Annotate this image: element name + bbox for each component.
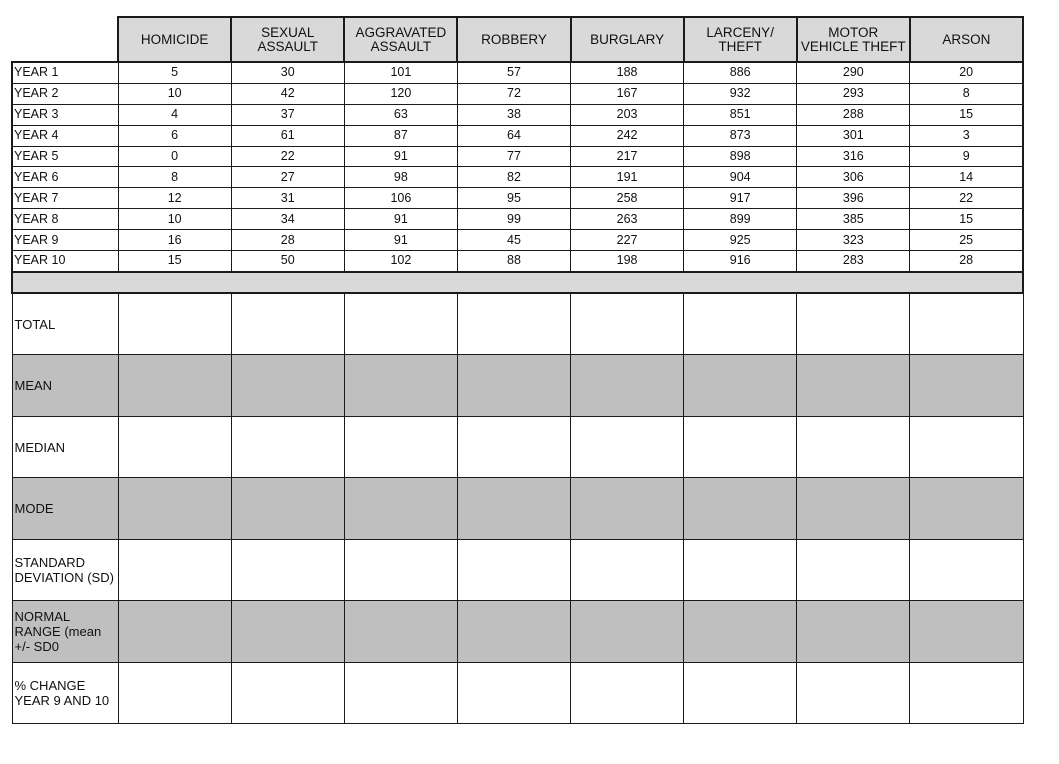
table-row [12,188,1023,209]
answer-cell[interactable] [231,478,344,540]
data-cell: 99 [457,209,570,230]
row-label: YEAR 7 [12,188,118,209]
column-header-aggravated-assault: AGGRAVATED ASSAULT [344,17,457,62]
answer-cell[interactable] [797,539,910,601]
answer-cell[interactable] [684,355,797,417]
answer-cell[interactable] [910,293,1023,355]
table-row [12,62,1023,83]
stat-row [12,539,1023,601]
corner-cell [12,17,118,62]
stat-label: MODE [12,478,118,540]
data-cell: 91 [344,230,457,251]
row-label: YEAR 4 [12,125,118,146]
data-cell: 167 [571,83,684,104]
data-cell: 28 [910,251,1023,272]
data-cell: 57 [457,62,570,83]
data-cell: 15 [910,104,1023,125]
table-row [12,104,1023,125]
data-cell: 4 [118,104,231,125]
data-cell: 227 [571,230,684,251]
data-cell: 258 [571,188,684,209]
answer-cell[interactable] [910,539,1023,601]
data-cell: 316 [797,146,910,167]
data-cell: 203 [571,104,684,125]
answer-cell[interactable] [457,355,570,417]
table-row [12,146,1023,167]
data-cell: 77 [457,146,570,167]
data-cell: 5 [118,62,231,83]
header-row [12,17,1023,62]
data-cell: 25 [910,230,1023,251]
data-cell: 9 [910,146,1023,167]
answer-cell[interactable] [797,662,910,724]
data-cell: 72 [457,83,570,104]
row-label: YEAR 10 [12,251,118,272]
data-cell: 30 [231,62,344,83]
answer-cell[interactable] [571,416,684,478]
data-cell: 61 [231,125,344,146]
data-cell: 385 [797,209,910,230]
answer-cell[interactable] [344,355,457,417]
answer-cell[interactable] [118,293,231,355]
answer-cell[interactable] [231,293,344,355]
row-label: YEAR 8 [12,209,118,230]
data-cell: 283 [797,251,910,272]
answer-cell[interactable] [457,662,570,724]
data-cell: 925 [684,230,797,251]
stat-row [12,355,1023,417]
data-cell: 14 [910,167,1023,188]
table-row [12,167,1023,188]
yearly-data-body [12,62,1023,272]
answer-cell[interactable] [457,416,570,478]
data-cell: 22 [231,146,344,167]
data-cell: 102 [344,251,457,272]
data-cell: 12 [118,188,231,209]
answer-cell[interactable] [797,355,910,417]
table-row [12,83,1023,104]
data-cell: 323 [797,230,910,251]
data-cell: 31 [231,188,344,209]
data-cell: 88 [457,251,570,272]
data-cell: 120 [344,83,457,104]
data-cell: 0 [118,146,231,167]
data-cell: 873 [684,125,797,146]
answer-cell[interactable] [231,662,344,724]
data-cell: 10 [118,83,231,104]
stat-row [12,416,1023,478]
crime-data-table [11,16,1024,724]
answer-cell[interactable] [231,539,344,601]
answer-cell[interactable] [797,416,910,478]
data-cell: 242 [571,125,684,146]
data-cell: 45 [457,230,570,251]
data-cell: 217 [571,146,684,167]
data-cell: 3 [910,125,1023,146]
row-label: YEAR 1 [12,62,118,83]
data-cell: 87 [344,125,457,146]
data-cell: 50 [231,251,344,272]
data-cell: 916 [684,251,797,272]
table-row [12,125,1023,146]
stat-row [12,478,1023,540]
answer-cell[interactable] [797,293,910,355]
answer-cell[interactable] [571,539,684,601]
separator-row [12,272,1023,293]
answer-cell[interactable] [910,416,1023,478]
data-cell: 898 [684,146,797,167]
stat-label: STANDARD DEVIATION (SD) [12,539,118,601]
answer-cell[interactable] [571,662,684,724]
answer-cell[interactable] [684,539,797,601]
data-cell: 95 [457,188,570,209]
data-cell: 198 [571,251,684,272]
answer-cell[interactable] [910,662,1023,724]
data-cell: 106 [344,188,457,209]
stat-label: % CHANGE YEAR 9 AND 10 [12,662,118,724]
data-cell: 6 [118,125,231,146]
row-label: YEAR 6 [12,167,118,188]
stat-row [12,662,1023,724]
data-cell: 98 [344,167,457,188]
data-cell: 37 [231,104,344,125]
column-header-burglary: BURGLARY [571,17,684,62]
stat-label: MEDIAN [12,416,118,478]
answer-cell[interactable] [457,478,570,540]
data-cell: 263 [571,209,684,230]
statistics-body [12,293,1023,724]
table-row [12,209,1023,230]
answer-cell[interactable] [797,601,910,663]
answer-cell[interactable] [344,601,457,663]
answer-cell[interactable] [910,601,1023,663]
stat-label: TOTAL [12,293,118,355]
data-cell: 42 [231,83,344,104]
data-cell: 63 [344,104,457,125]
answer-cell[interactable] [344,478,457,540]
column-header-motor-vehicle-theft: MOTOR VEHICLE THEFT [797,17,910,62]
answer-cell[interactable] [231,601,344,663]
answer-cell[interactable] [684,416,797,478]
data-cell: 188 [571,62,684,83]
stat-label: NORMAL RANGE (mean +/- SD0 [12,601,118,663]
answer-cell[interactable] [231,355,344,417]
data-cell: 28 [231,230,344,251]
data-cell: 38 [457,104,570,125]
answer-cell[interactable] [684,478,797,540]
answer-cell[interactable] [118,478,231,540]
data-cell: 899 [684,209,797,230]
stat-row [12,601,1023,663]
answer-cell[interactable] [457,539,570,601]
answer-cell[interactable] [231,416,344,478]
answer-cell[interactable] [118,355,231,417]
answer-cell[interactable] [457,293,570,355]
answer-cell[interactable] [344,293,457,355]
answer-cell[interactable] [118,662,231,724]
stat-label: MEAN [12,355,118,417]
answer-cell[interactable] [344,662,457,724]
data-cell: 917 [684,188,797,209]
data-cell: 15 [118,251,231,272]
answer-cell[interactable] [571,355,684,417]
data-cell: 886 [684,62,797,83]
data-cell: 22 [910,188,1023,209]
data-cell: 306 [797,167,910,188]
answer-cell[interactable] [910,478,1023,540]
data-cell: 293 [797,83,910,104]
answer-cell[interactable] [684,662,797,724]
data-cell: 396 [797,188,910,209]
data-cell: 851 [684,104,797,125]
data-cell: 20 [910,62,1023,83]
data-cell: 904 [684,167,797,188]
answer-cell[interactable] [571,293,684,355]
data-cell: 27 [231,167,344,188]
answer-cell[interactable] [684,293,797,355]
data-cell: 191 [571,167,684,188]
data-cell: 91 [344,146,457,167]
answer-cell[interactable] [571,478,684,540]
data-cell: 34 [231,209,344,230]
answer-cell[interactable] [910,355,1023,417]
data-cell: 932 [684,83,797,104]
data-cell: 64 [457,125,570,146]
answer-cell[interactable] [344,539,457,601]
row-label: YEAR 5 [12,146,118,167]
data-cell: 101 [344,62,457,83]
column-header-larceny-theft: LARCENY/ THEFT [684,17,797,62]
data-cell: 8 [910,83,1023,104]
stat-row [12,293,1023,355]
data-cell: 288 [797,104,910,125]
column-header-arson: ARSON [910,17,1023,62]
answer-cell[interactable] [344,416,457,478]
answer-cell[interactable] [118,416,231,478]
column-header-sexual-assault: SEXUAL ASSAULT [231,17,344,62]
crime-statistics-worksheet [11,16,1024,721]
answer-cell[interactable] [571,601,684,663]
row-label: YEAR 9 [12,230,118,251]
data-cell: 10 [118,209,231,230]
answer-cell[interactable] [118,539,231,601]
row-label: YEAR 2 [12,83,118,104]
data-cell: 290 [797,62,910,83]
column-header-robbery: ROBBERY [457,17,570,62]
data-cell: 301 [797,125,910,146]
answer-cell[interactable] [684,601,797,663]
table-row [12,230,1023,251]
table-row [12,251,1023,272]
data-cell: 16 [118,230,231,251]
data-cell: 82 [457,167,570,188]
row-label: YEAR 3 [12,104,118,125]
data-cell: 15 [910,209,1023,230]
column-header-homicide: HOMICIDE [118,17,231,62]
data-cell: 8 [118,167,231,188]
separator-cell [12,272,1023,293]
answer-cell[interactable] [118,601,231,663]
answer-cell[interactable] [797,478,910,540]
data-cell: 91 [344,209,457,230]
answer-cell[interactable] [457,601,570,663]
